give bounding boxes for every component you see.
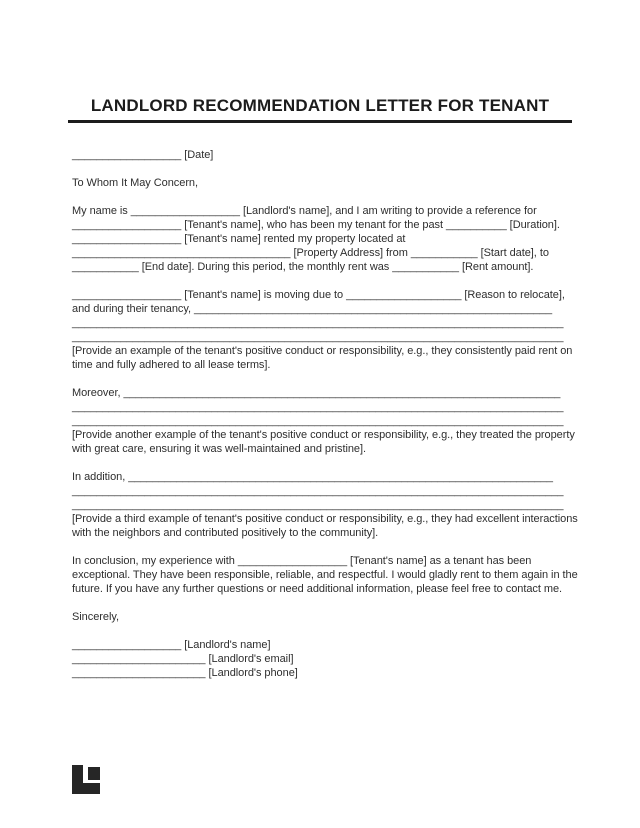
moreover-paragraph: [72, 386, 574, 456]
blank-write-in-line: _________________________________________________________________________________: [72, 485, 564, 497]
letter-line: Moreover, ________________________________________________________________________: [72, 387, 561, 399]
letter-line: In addition, ______________________________________________________________________: [72, 471, 553, 483]
page-title: LANDLORD RECOMMENDATION LETTER FOR TENANT: [90, 96, 550, 115]
salutation: [72, 176, 574, 190]
letter-line: My name is __________________ [Landlord's name], and I am writing to provide a reference for: [72, 205, 537, 217]
intro-paragraph: [72, 204, 574, 274]
letter-line: ___________ [End date]. During this period, the monthly rent was ___________ [Rent amount].: [72, 261, 534, 273]
closing: [72, 610, 574, 624]
letter-line: __________________ [Tenant's name], who has been my tenant for the past __________ [Duration].: [72, 219, 560, 231]
blank-write-in-line: _________________________________________________________________________________: [72, 401, 564, 413]
letter-line: __________________ [Tenant's name] is moving due to ___________________ [Reason to relocate],: [72, 289, 565, 301]
signature-block: [72, 638, 574, 680]
logo-top-right-square: [88, 767, 100, 780]
letter-line: time and fully adhered to all lease terms].: [72, 359, 271, 371]
letter-line: with great care, ensuring it was well-maintained and pristine].: [72, 443, 366, 455]
in-addition-paragraph: [72, 470, 578, 540]
legal-templates-logo-icon: [72, 765, 100, 794]
salutation-line: To Whom It May Concern,: [72, 177, 199, 189]
signature-name-line: __________________ [Landlord's name]: [72, 639, 271, 651]
blank-write-in-line: _________________________________________________________________________________: [72, 317, 564, 329]
date-blank-line: __________________ [Date]: [72, 149, 214, 161]
letter-line: [Provide a third example of tenant's positive conduct or responsibility, e.g., they had excellent interactions: [72, 513, 578, 525]
logo-bottom-bar: [72, 783, 100, 794]
blank-write-in-line: _________________________________________________________________________________: [72, 415, 564, 427]
title-underline-rule: [68, 120, 572, 123]
letter-line: future. If you have any further questions or need additional information, please feel free to contact me.: [72, 583, 563, 595]
conclusion-paragraph: [72, 554, 578, 596]
letter-line: exceptional. They have been responsible, reliable, and respectful. I would gladly rent to them again in the: [72, 569, 578, 581]
letter-line: __________________ [Tenant's name] rented my property located at: [72, 233, 406, 245]
blank-write-in-line: _________________________________________________________________________________: [72, 499, 564, 511]
blank-write-in-line: _________________________________________________________________________________: [72, 331, 564, 343]
closing-line: Sincerely,: [72, 611, 119, 623]
letter-line: In conclusion, my experience with __________________ [Tenant's name] as a tenant has been: [72, 555, 532, 567]
date-line-paragraph: [72, 148, 574, 162]
letter-line: and during their tenancy, ___________________________________________________________: [72, 303, 553, 315]
letter-line: ____________________________________ [Property Address] from ___________ [Start date], to: [72, 247, 549, 259]
moving-reason-paragraph: [72, 288, 574, 372]
letter-body: [72, 148, 578, 694]
signature-email-line: ______________________ [Landlord's email]: [72, 653, 294, 665]
letter-line: [Provide an example of the tenant's positive conduct or responsibility, e.g., they consistently paid rent on: [72, 345, 573, 357]
letter-line: [Provide another example of the tenant's positive conduct or responsibility, e.g., they treated the property: [72, 429, 575, 441]
signature-phone-line: ______________________ [Landlord's phone]: [72, 667, 298, 679]
letter-line: with the neighbors and contributed positively to the community].: [72, 527, 379, 539]
